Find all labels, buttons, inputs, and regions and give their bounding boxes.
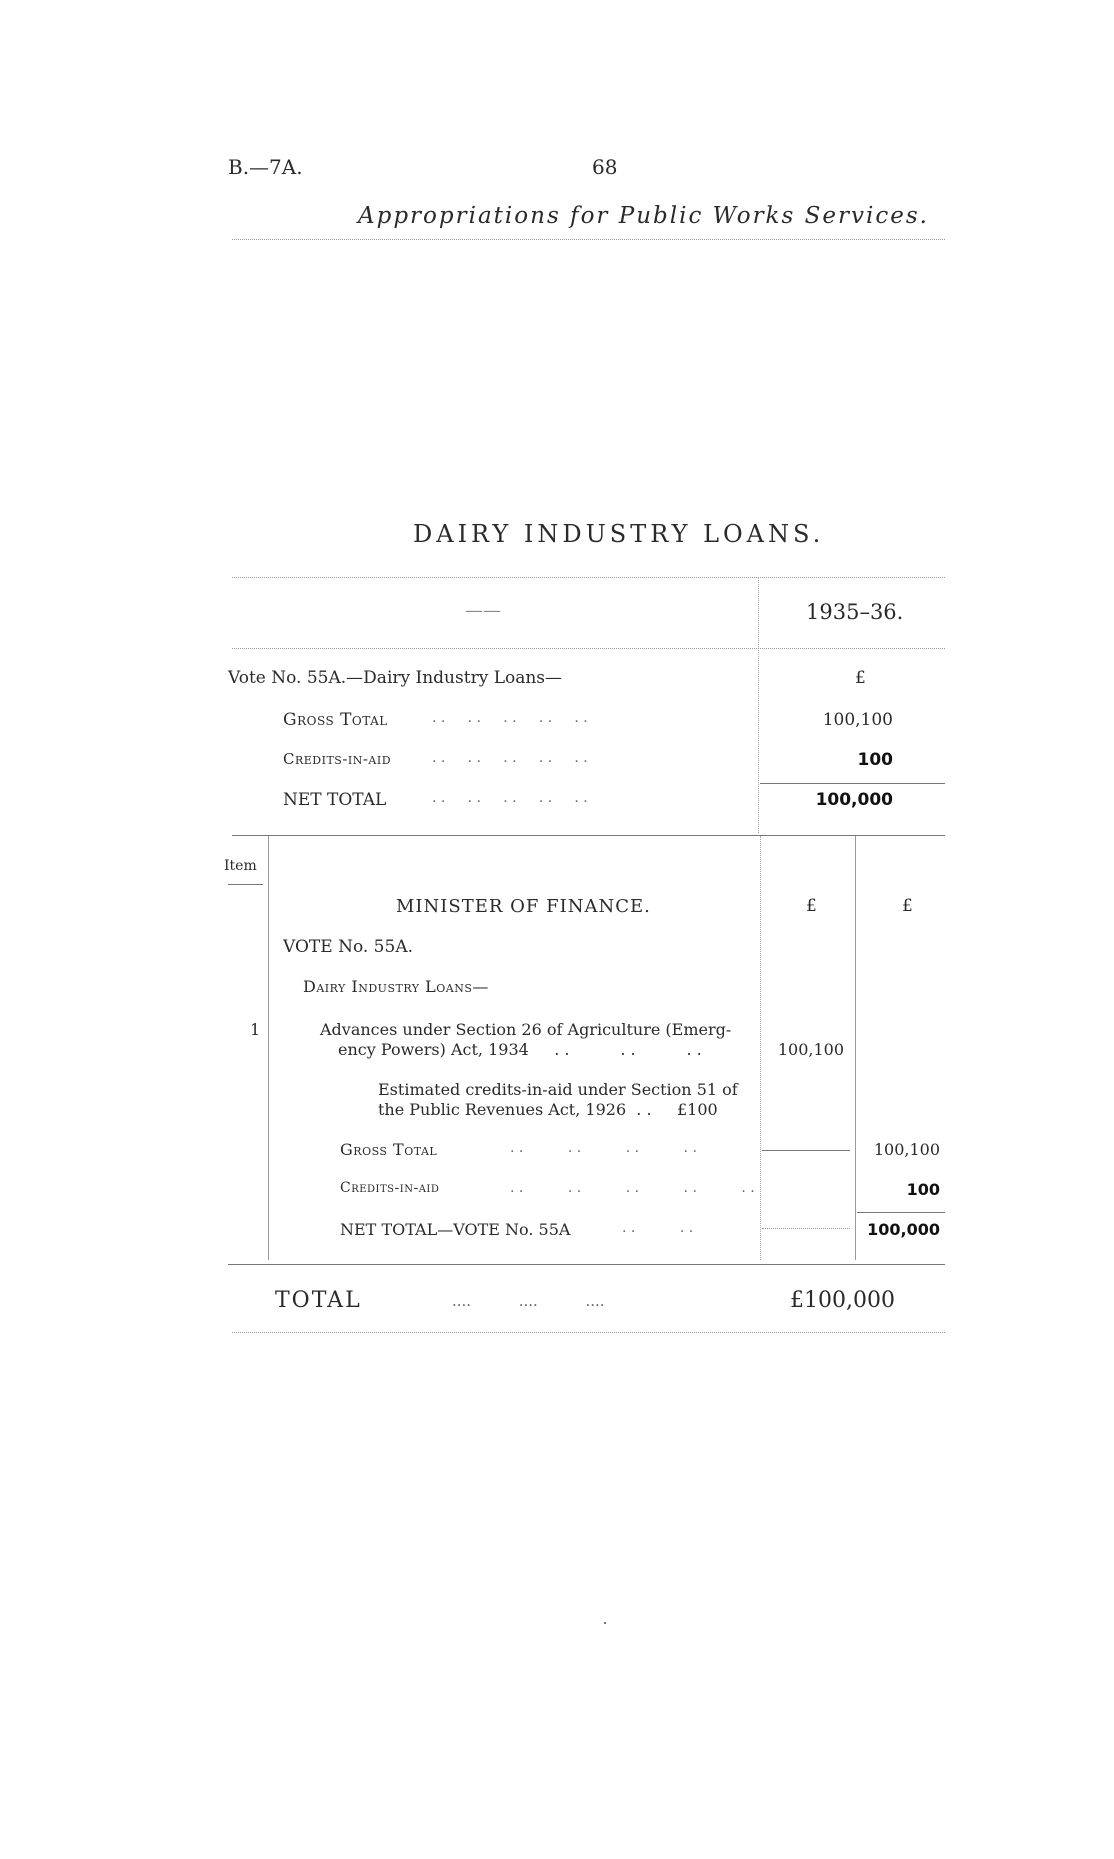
detail-item-divider: [268, 836, 269, 1260]
detail-gross-total-value: 100,100: [873, 1140, 940, 1159]
item-header-rule: [228, 884, 263, 885]
summary-credits-label: Credits-in-aid: [283, 750, 392, 768]
summary-bottom-rule: [232, 835, 945, 836]
summary-column-divider: [758, 578, 759, 833]
summary-gross-total-label: Gross Total: [283, 710, 388, 730]
summary-net-total-value: 100,000: [815, 790, 893, 810]
vote-subhead: Dairy Industry Loans—: [303, 977, 489, 996]
ministry-heading: MINISTER OF FINANCE.: [396, 896, 651, 917]
document-reference: B.—7A.: [228, 155, 303, 179]
summary-currency: £: [855, 668, 866, 688]
page-number: 68: [592, 155, 618, 179]
summary-credits-value: 100: [857, 750, 893, 770]
detail-credits-value: 100: [906, 1180, 940, 1199]
grand-total-rule: [232, 1332, 945, 1333]
summary-year-header: 1935–36.: [806, 600, 904, 624]
item-description-line1: Advances under Section 26 of Agriculture (Emerg-: [320, 1020, 732, 1039]
detail-gross-dots: . . . . . . . .: [510, 1140, 697, 1156]
item-description-line2: ency Powers) Act, 1934 . . . . . .: [338, 1040, 702, 1059]
credits-note-line1: Estimated credits-in-aid under Section 51 of: [378, 1080, 738, 1099]
detail-credits-label: Credits-in-aid: [340, 1180, 440, 1196]
summary-net-dots: . . . . . . . . . .: [432, 790, 588, 806]
item-number: 1: [250, 1020, 261, 1039]
detail-currency-a: £: [806, 896, 817, 916]
summary-gross-dots: . . . . . . . . . .: [432, 710, 588, 726]
summary-header-rule: [232, 648, 945, 649]
summary-top-rule: [232, 577, 945, 578]
grand-total-label: TOTAL: [275, 1288, 362, 1313]
detail-credits-dots: . . . . . . . . . .: [510, 1180, 755, 1196]
credits-note-line2: the Public Revenues Act, 1926 . . £100: [378, 1100, 718, 1119]
detail-column-divider-b: [855, 836, 856, 1260]
summary-net-total-label: NET TOTAL: [283, 790, 387, 810]
vote-label: Vote No. 55A.—Dairy Industry Loans—: [228, 668, 563, 688]
detail-bottom-rule: [228, 1264, 945, 1265]
detail-net-dots: . . . .: [622, 1220, 694, 1236]
summary-net-rule: [760, 783, 945, 784]
section-title: DAIRY INDUSTRY LOANS.: [413, 520, 825, 548]
summary-credits-dots: . . . . . . . . . .: [432, 750, 588, 766]
detail-currency-b: £: [902, 896, 913, 916]
header-rule: [232, 239, 945, 240]
grand-total-value: £100,000: [790, 1288, 895, 1313]
summary-gross-total-value: 100,100: [822, 710, 893, 730]
detail-net-total-label: NET TOTAL—VOTE No. 55A: [340, 1220, 571, 1239]
detail-gross-rule: [762, 1150, 850, 1151]
print-speck: [604, 1622, 606, 1624]
detail-net-total-value: 100,000: [867, 1220, 940, 1239]
detail-gross-total-label: Gross Total: [340, 1140, 438, 1159]
summary-left-header: ——: [465, 600, 501, 621]
detail-net-rule-a: [762, 1228, 850, 1229]
running-title: Appropriations for Public Works Services.: [358, 203, 929, 229]
item-value: 100,100: [777, 1040, 844, 1059]
detail-net-rule: [857, 1212, 945, 1213]
grand-total-dots: .... .... ....: [452, 1292, 605, 1310]
item-header: Item: [224, 858, 257, 874]
vote-heading: VOTE No. 55A.: [283, 937, 413, 957]
